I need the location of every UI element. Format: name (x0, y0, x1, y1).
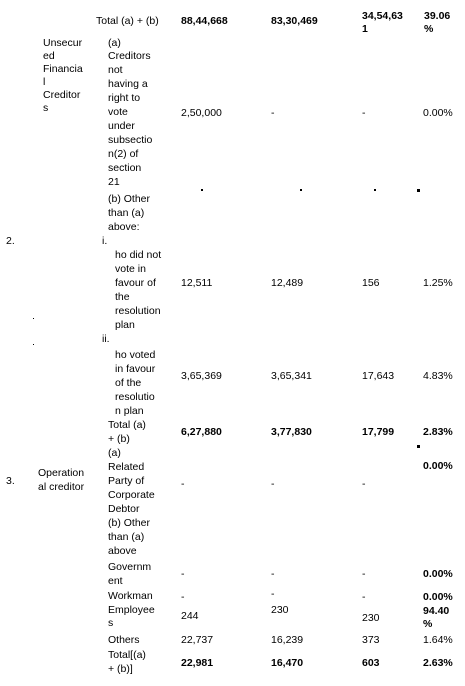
government-amount: - (362, 568, 366, 580)
desc-line: 21 (108, 176, 120, 188)
others-amount: 373 (362, 634, 380, 646)
desc-line: Related (108, 461, 145, 473)
desc-line: right to (108, 92, 141, 104)
desc-line: ho did not (115, 249, 162, 261)
desc-line: under (108, 120, 135, 132)
unsecured-total-amount: 17,799 (362, 426, 395, 438)
desc-line: ent (108, 575, 123, 587)
total-row-percent-line2: % (424, 23, 434, 35)
dot-mark (417, 189, 420, 192)
non-voting-admitted: 2,50,000 (181, 107, 222, 119)
desc-line: having a (108, 78, 148, 90)
desc-line: + (b) (108, 433, 130, 445)
government-admitted: - (181, 568, 185, 580)
desc-line: resolution (115, 305, 161, 317)
desc-line: (a) (108, 447, 121, 459)
assenting-amount: 17,643 (362, 370, 395, 382)
label-line: l (43, 76, 46, 88)
government-percent: 0.00% (423, 568, 453, 580)
non-voting-amount: - (362, 107, 366, 119)
assenting-percent: 4.83% (423, 370, 453, 382)
desc-line: Total[(a) (108, 649, 146, 661)
workman-amount: - (362, 591, 366, 603)
operational-total-claimed: 16,470 (271, 657, 304, 669)
label-line: al creditor (38, 481, 85, 493)
dissenting-amount: 156 (362, 277, 380, 289)
dissenting-percent: 1.25% (423, 277, 453, 289)
workman-claimed: - (271, 588, 275, 600)
dissenting-admitted: 12,511 (181, 277, 213, 289)
desc-line: n(2) of (108, 148, 139, 160)
label-line: s (43, 102, 49, 114)
non-voting-percent: 0.00% (423, 107, 453, 119)
workman-admitted: - (181, 591, 185, 603)
related-party-admitted: - (181, 478, 185, 490)
employees-amount: 230 (362, 612, 380, 624)
others-claimed: 16,239 (271, 634, 304, 646)
desc-line: plan (115, 319, 135, 331)
others-percent: 1.64% (423, 634, 453, 646)
total-row-amount-line2: 1 (362, 23, 368, 35)
dot-mark (201, 189, 203, 191)
sub-marker-i: i. (102, 235, 108, 247)
desc-line: the (115, 291, 130, 303)
label-line: ed (43, 50, 55, 62)
desc-line: (b) Other (108, 517, 151, 529)
desc-line: + (b)] (108, 663, 133, 675)
employees-admitted: 244 (181, 610, 199, 622)
label-line: Unsecur (43, 37, 83, 49)
sub-marker-ii: ii. (102, 333, 110, 345)
employees-percent-line2: % (423, 618, 433, 630)
dot-mark (300, 189, 302, 191)
total-row-admitted: 88,44,668 (181, 15, 228, 27)
desc-line: favour of (115, 277, 156, 289)
desc-line: Employee (108, 604, 155, 616)
desc-line: Party of (108, 475, 145, 487)
government-claimed: - (271, 568, 275, 580)
employees-claimed: 230 (271, 604, 289, 616)
label-line: Financia (43, 63, 83, 75)
non-voting-claimed: - (271, 107, 275, 119)
dissenting-claimed: 12,489 (271, 277, 304, 289)
workman-percent: 0.00% (423, 591, 453, 603)
desc-line: vote in (115, 263, 146, 275)
desc-line: Debtor (108, 503, 140, 515)
dot-mark (417, 445, 420, 448)
desc-line: s (108, 617, 114, 629)
dot-mark (33, 318, 34, 319)
assenting-claimed: 3,65,341 (271, 370, 312, 382)
total-row-percent-line1: 39.06 (424, 10, 451, 22)
dot-mark (33, 344, 34, 345)
total-row-claimed: 83,30,469 (271, 15, 318, 27)
related-party-amount: - (362, 478, 366, 490)
desc-line: (b) Other (108, 193, 151, 205)
related-party-claimed: - (271, 478, 275, 490)
assenting-admitted: 3,65,369 (181, 370, 222, 382)
operational-total-percent: 2.63% (423, 657, 453, 669)
desc-line: than (a) (108, 531, 145, 543)
desc-line: not (108, 64, 123, 76)
desc-line: n plan (115, 405, 144, 417)
desc-line: vote (108, 106, 128, 118)
desc-line: Corporate (108, 489, 155, 501)
desc-line: Total (a) (108, 419, 146, 431)
operational-total-admitted: 22,981 (181, 657, 214, 669)
desc-line: (a) (108, 37, 121, 49)
desc-line: subsectio (108, 134, 153, 146)
total-row-amount-line1: 34,54,63 (362, 10, 403, 22)
label-line: Operation (38, 467, 85, 479)
desc-line: section (108, 162, 142, 174)
desc-line: of the (115, 377, 142, 389)
desc-line: Creditors (108, 50, 151, 62)
desc-line: ho voted (115, 349, 156, 361)
section-number-3: 3. (6, 475, 15, 487)
desc-line: Governm (108, 561, 152, 573)
total-row-label: Total (a) + (b) (96, 15, 159, 27)
dot-mark (374, 189, 376, 191)
others-admitted: 22,737 (181, 634, 214, 646)
desc-line: than (a) (108, 207, 145, 219)
desc-line: in favour (115, 363, 156, 375)
related-party-percent: 0.00% (423, 460, 453, 472)
desc-line: resolutio (115, 391, 155, 403)
operational-total-amount: 603 (362, 657, 380, 669)
desc-line: above (108, 545, 137, 557)
employees-percent-line1: 94.40 (423, 605, 450, 617)
label-line: Creditor (43, 89, 81, 101)
others-label: Others (108, 634, 140, 646)
unsecured-total-claimed: 3,77,830 (271, 426, 312, 438)
unsecured-total-percent: 2.83% (423, 426, 453, 438)
section-number-2: 2. (6, 235, 15, 247)
unsecured-total-admitted: 6,27,880 (181, 426, 222, 438)
desc-line: above: (108, 221, 140, 233)
workman-label: Workman (108, 590, 153, 602)
